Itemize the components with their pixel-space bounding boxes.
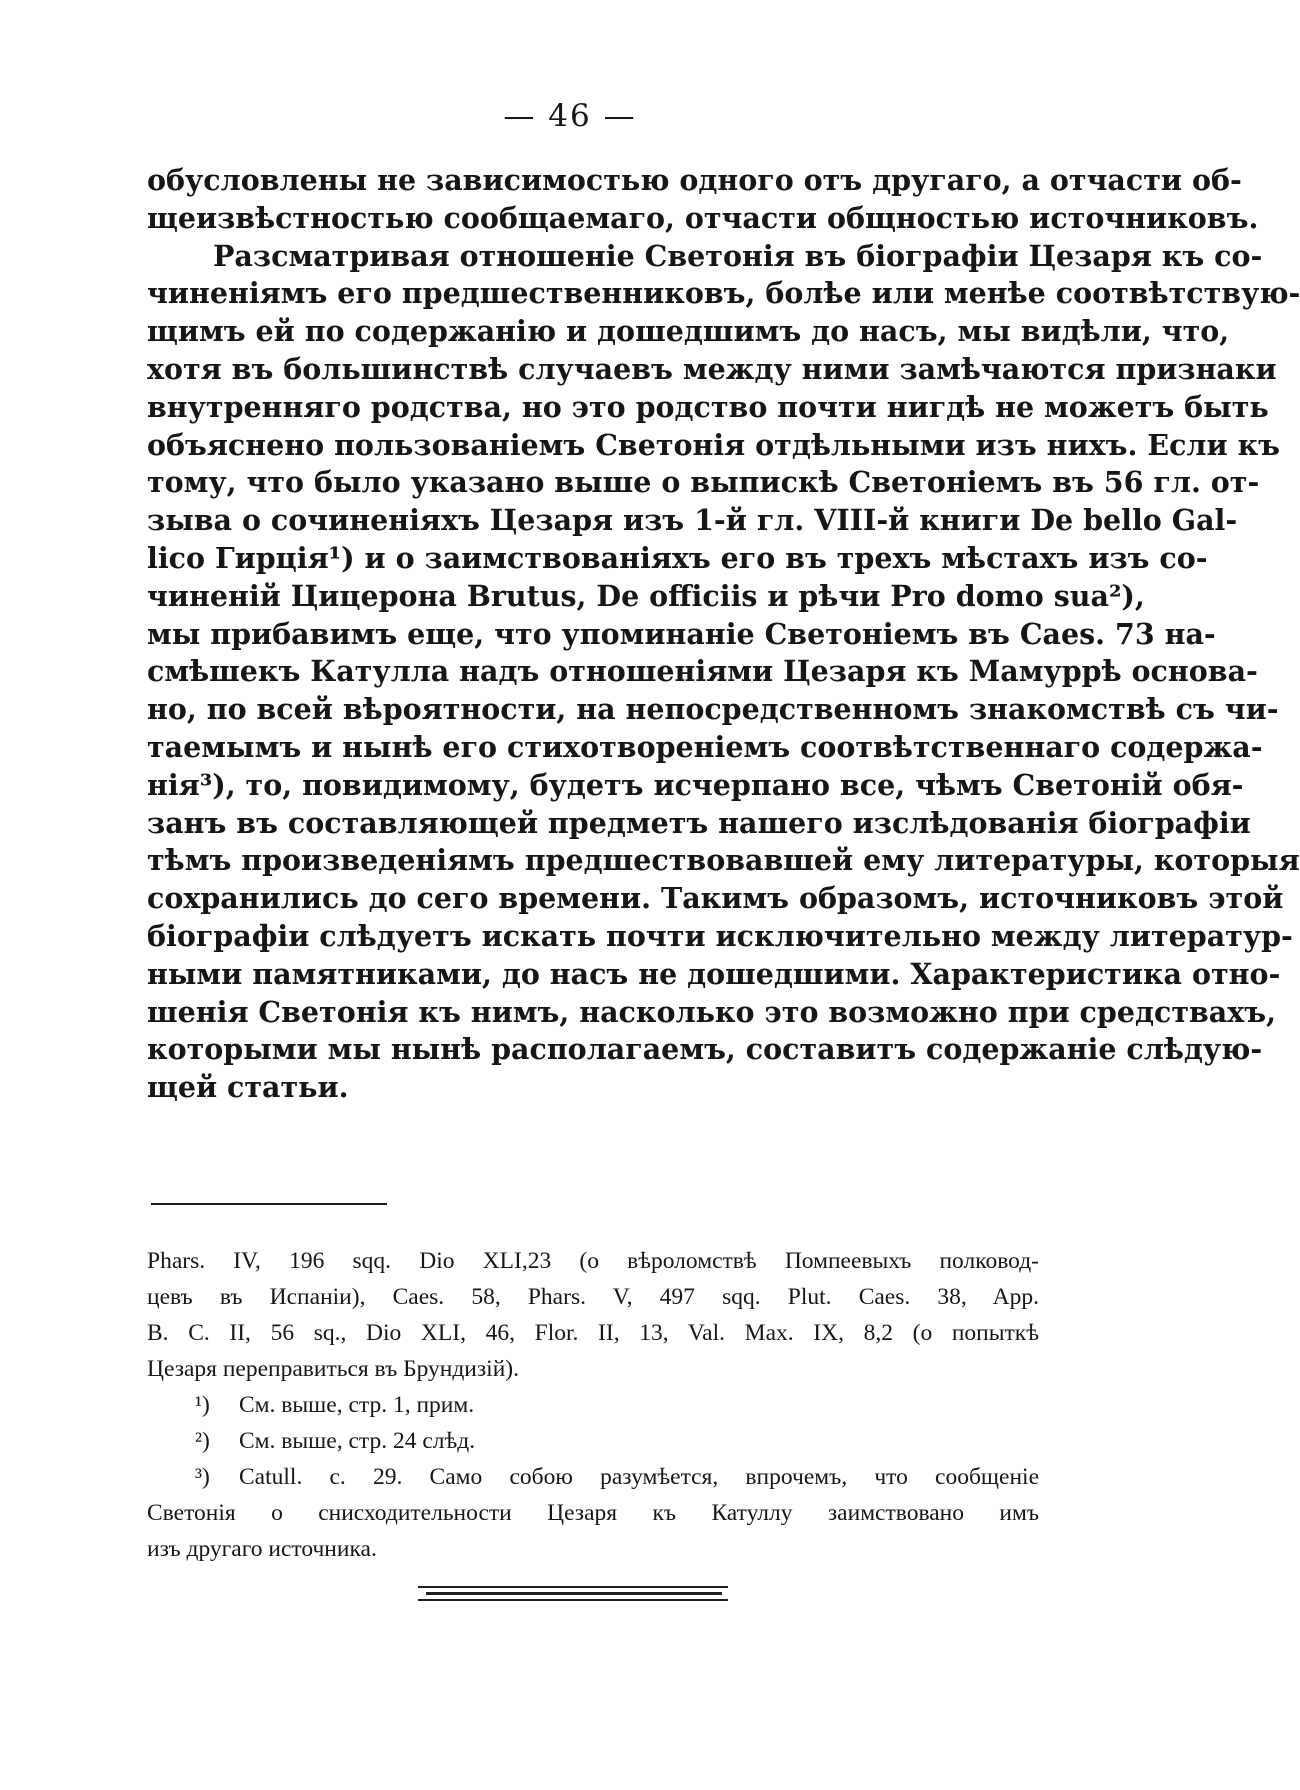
text-line: щимъ ей по содержанію и дошедшимъ до насъ, мы видѣли, что, [147, 314, 1230, 349]
text-line: щей статьи. [147, 1070, 349, 1105]
footnote-continuation-line: Phars. IV, 196 sqq. Dio XLI,23 (о вѣроломствѣ Помпеевыхъ полковод- [147, 1248, 1039, 1274]
text-line: тѣмъ произведеніямъ предшествовавшей ему литературы, которыя [147, 843, 1300, 878]
footnote-1-text: См. выше, стр. 1, прим. [239, 1392, 475, 1418]
text-line: таемымъ и нынѣ его стихотвореніемъ соотвѣтственнаго содержа- [147, 729, 1263, 764]
page-number: — 46 — [503, 98, 637, 134]
main-text [147, 162, 1300, 1107]
text-line: зыва о сочиненіяхъ Цезаря изъ 1-й гл. VIII-й книги De bello Gal- [147, 503, 1238, 538]
footnote-2 [147, 1423, 1039, 1459]
text-line: смѣшекъ Катулла надъ отношеніями Цезаря къ Мамуррѣ основа- [147, 654, 1258, 689]
text-line: шенія Светонія къ нимъ, насколько это возможно при средствахъ, [147, 994, 1277, 1029]
footnote-3-line: изъ другаго источника. [147, 1536, 377, 1562]
text-line: хотя въ большинствѣ случаевъ между ними замѣчаются признаки [147, 351, 1277, 386]
text-line: мы прибавимъ еще, что упоминаніе Светоніемъ въ Caes. 73 на- [147, 616, 1216, 651]
text-line: ными памятниками, до насъ не дошедшими. Характеристика отно- [147, 956, 1281, 991]
text-line: но, по всей вѣроятности, на непосредственномъ знакомствѣ съ чи- [147, 692, 1279, 727]
text-line: lico Гирція¹) и о заимствованіяхъ его въ трехъ мѣстахъ изъ со- [147, 540, 1208, 575]
text-line: чиненіямъ его предшественниковъ, болѣе или менѣе соотвѣтствую- [147, 276, 1300, 311]
text-line: которыми мы нынѣ располагаемъ, составитъ содержаніе слѣдую- [147, 1032, 1263, 1067]
footnotes [147, 1243, 1039, 1567]
end-rule-middle [426, 1592, 722, 1595]
footnote-continuation-line: цевъ въ Испаніи), Caes. 58, Phars. V, 497 sqq. Plut. Caes. 38, App. [147, 1284, 1039, 1310]
footnote-2-marker: ²) [195, 1428, 210, 1454]
text-line: Разсматривая отношеніе Светонія въ біографіи Цезаря къ со- [213, 238, 1263, 273]
footnote-3-text: Catull. c. 29. Само собою разумѣется, впрочемъ, что сообщеніе [239, 1464, 1039, 1490]
footnote-1-marker: ¹) [195, 1392, 210, 1418]
footnote-3-line: Светонія о снисходительности Цезаря къ Катуллу заимствовано имъ [147, 1500, 1039, 1526]
end-rule-bottom [418, 1599, 728, 1601]
footnote-separator [151, 1203, 387, 1205]
footnote-continuation-line: Цезаря переправиться въ Брундизій). [147, 1356, 519, 1382]
text-line: нія³), то, повидимому, будетъ исчерпано все, чѣмъ Светоній обя- [147, 767, 1244, 802]
text-line: щеизвѣстностью сообщаемаго, отчасти общностью источниковъ. [147, 200, 1259, 235]
text-line: занъ въ составляющей предметъ нашего изслѣдованія біографіи [147, 805, 1251, 840]
text-line: чиненій Цицерона Brutus, De officiis и рѣчи Pro domo sua²), [147, 578, 1145, 613]
end-rule-top [418, 1586, 728, 1588]
footnote-2-text: См. выше, стр. 24 слѣд. [239, 1428, 476, 1454]
text-line: объяснено пользованіемъ Светонія отдѣльными изъ нихъ. Если къ [147, 427, 1281, 462]
text-line: тому, что было указано выше о выпискѣ Светоніемъ въ 56 гл. от- [147, 465, 1260, 500]
footnote-1 [147, 1387, 1039, 1423]
footnote-3-marker: ³) [195, 1464, 210, 1490]
text-line: обусловлены не зависимостью одного отъ другаго, а отчасти об- [147, 163, 1242, 197]
text-line: сохранились до сего времени. Такимъ образомъ, источниковъ этой [147, 881, 1284, 916]
text-line: внутренняго родства, но это родство почти нигдѣ не можетъ быть [147, 389, 1269, 424]
footnote-continuation-line: B. C. II, 56 sq., Dio XLI, 46, Flor. II, 13, Val. Max. IX, 8,2 (о попыткѣ [147, 1320, 1039, 1346]
text-line: біографіи слѣдуетъ искать почти исключительно между литератур- [147, 918, 1293, 953]
footnote-3 [147, 1459, 1039, 1495]
